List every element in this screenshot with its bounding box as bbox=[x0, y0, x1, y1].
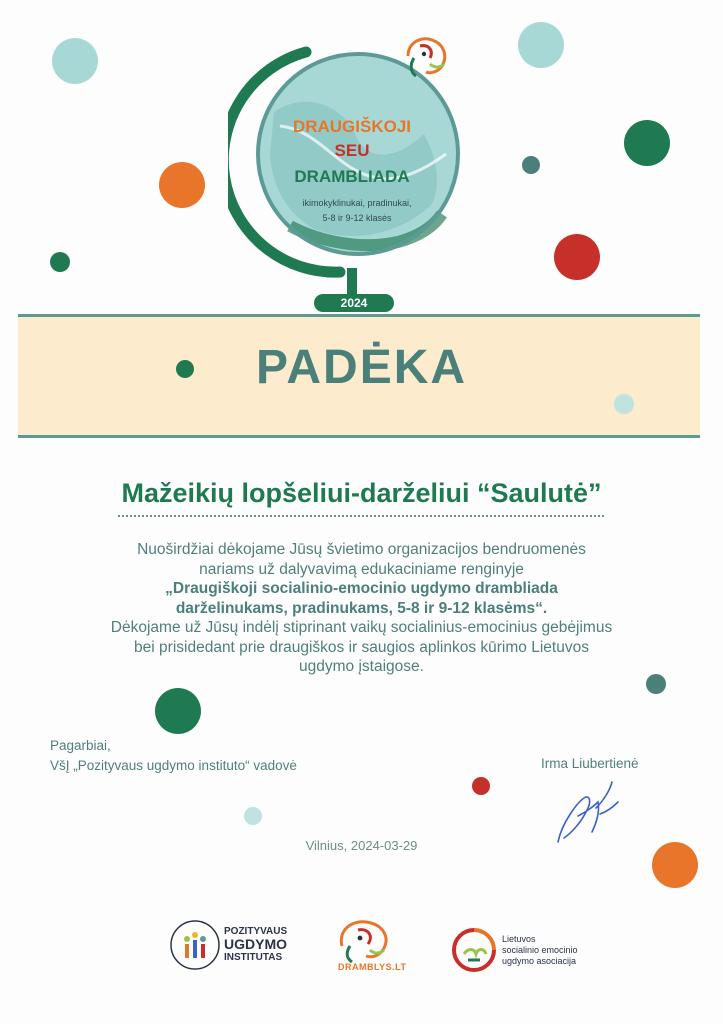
body-text bbox=[60, 540, 663, 677]
body-line: Dėkojame už Jūsų indėlį stiprinant vaikų socialinius-emocinius gebėjimus bbox=[110, 619, 613, 636]
decor-dot bbox=[155, 688, 201, 734]
decor-dot bbox=[518, 22, 564, 68]
dramblys-logo bbox=[332, 916, 396, 964]
logo-subtitle-line1: ikimokyklinukai, pradinukai, bbox=[302, 198, 412, 208]
logo-line-seu: SEU bbox=[334, 141, 370, 160]
decor-dot bbox=[646, 674, 666, 694]
lsu-asociacija-logo bbox=[450, 926, 498, 974]
body-line-bold: „Draugiškoji socialinio-emocinio ugdymo drambliada bbox=[165, 580, 558, 597]
decor-dot bbox=[50, 252, 70, 272]
decor-dot bbox=[52, 38, 98, 84]
body-line-bold: darželinukams, pradinukams, 5-8 ir 9-12 klasėms“. bbox=[175, 599, 548, 617]
closing-text: Pagarbiai, bbox=[50, 738, 111, 753]
elephant-icon bbox=[400, 34, 452, 80]
dramblys-logo-text: DRAMBLYS.LT bbox=[338, 962, 407, 972]
decor-dot bbox=[522, 156, 540, 174]
decor-dot bbox=[472, 777, 490, 795]
logo-subtitle bbox=[282, 196, 432, 226]
body-line: Nuoširdžiai dėkojame Jūsų švietimo organizacijos bendruomenės bbox=[137, 541, 586, 558]
decor-dot bbox=[624, 120, 670, 166]
recipient-name: Mažeikių lopšeliui-darželiui “Saulutė” bbox=[121, 478, 602, 508]
year-badge: 2024 bbox=[314, 294, 394, 312]
place-date: Vilnius, 2024-03-29 bbox=[305, 838, 418, 853]
page-title: PADĖKA bbox=[255, 341, 468, 394]
lsu-asociacija-logo-text: Lietuvos socialinio emocinio ugdymo asociacija bbox=[502, 934, 578, 966]
body-line: nariams už dalyvavimą edukaciniame renginyje bbox=[199, 560, 524, 578]
logo-subtitle-line2: 5-8 ir 9-12 klasės bbox=[322, 213, 392, 223]
signer-role: VšĮ „Pozityvaus ugdymo instituto“ vadovė bbox=[50, 758, 297, 773]
decor-dot bbox=[159, 162, 205, 208]
body-line: bei prisidedant prie draugiškos ir saugios aplinkos kūrimo Lietuvos bbox=[134, 638, 589, 656]
decor-dot bbox=[244, 807, 262, 825]
body-line: ugdymo įstaigose. bbox=[299, 658, 424, 675]
logo-line-draugiskoji: DRAUGIŠKOJI bbox=[292, 117, 412, 136]
decor-dot bbox=[614, 394, 634, 414]
signature-block bbox=[50, 736, 297, 776]
logo-line-drambliada: DRAMBLIADA bbox=[294, 167, 410, 186]
pozityvaus-ugdymo-logo-text: POZITYVAUS UGDYMO INSTITUTAS bbox=[224, 926, 288, 963]
decor-dot bbox=[554, 234, 600, 280]
pozityvaus-ugdymo-logo bbox=[168, 918, 222, 972]
signer-name: Irma Liubertienė bbox=[541, 756, 639, 771]
recipient-underline bbox=[118, 515, 604, 517]
